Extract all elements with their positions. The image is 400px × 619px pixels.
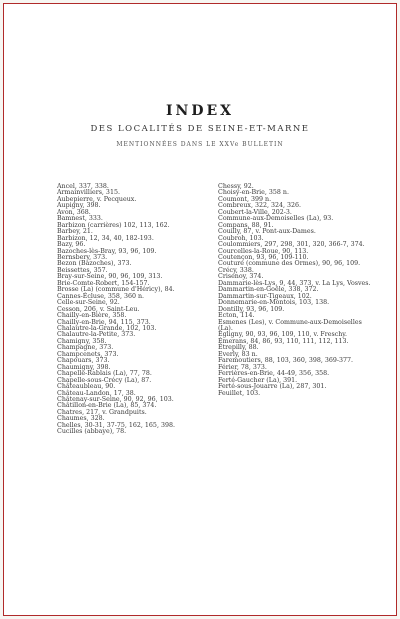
index-entry: Everly, 83 n. (218, 350, 258, 358)
index-entry: Dammartin-en-Goële, 338, 372. (218, 286, 319, 294)
index-entry: Cannes-Écluse, 358, 360 n. (57, 292, 145, 300)
index-entry: Couilly, 87, v. Pont-aux-Dames. (218, 228, 316, 236)
index-entry: Compans, 88, 91. (218, 221, 274, 229)
index-entry: Bezon (Bazoches), 373. (57, 260, 132, 268)
index-entry: Armainvilliers, 315. (57, 189, 120, 197)
index-entry: Dammarie-lès-Lys, 9, 44, 373, v. La Lys, Vosves. (218, 279, 371, 287)
index-entry: Ferté-sous-Jouarre (La), 287, 301. (218, 383, 327, 391)
index-entry: Cesson, 206, v. Saint-Leu. (57, 305, 140, 313)
index-column-right (218, 184, 373, 397)
index-entry: Châteaubleau, 90. (57, 383, 116, 391)
index-entry: Commune-aux-Demoiselles (La), 93. (218, 215, 334, 223)
index-entry: Ancel, 337, 338. (57, 183, 109, 190)
index-entry: Brosse (La) (commune d'Héricy), 84. (57, 286, 175, 294)
index-entry: Esmenes (Les), v. Commune-aux-Demoiselles (La). (218, 318, 362, 332)
index-entry: Coumont, 399 n. (218, 195, 272, 203)
index-entry: Émerans, 84, 86, 93, 110, 111, 112, 113. (218, 337, 349, 345)
index-entry: Feuillet, 103. (218, 389, 261, 397)
page-title: INDEX (165, 103, 235, 119)
index-entry: Crisenoy, 374. (218, 273, 264, 281)
index-entry: Bray-sur-Seine, 90, 96, 109, 313. (57, 273, 163, 281)
index-entry: Bazoches-lès-Bray, 93, 96, 109. (57, 247, 157, 255)
index-entry: Faremoutiers, 88, 103, 360, 398, 369-377. (218, 357, 354, 365)
index-entry: Chapouars, 373. (57, 357, 110, 365)
index-entry: Couture (commune des Ormes), 90, 96, 109. (218, 260, 361, 268)
index-entry: Chalautre-la-Petite, 373. (57, 331, 136, 339)
index-entry: Chailly-en-Bière, 358. (57, 312, 127, 320)
index-entry: Barbey, 21. (57, 228, 93, 236)
index-entry: Chelles, 30-31, 37-75, 162, 165, 398. (57, 421, 175, 429)
index-entry: Dontilly, 93, 96, 109. (218, 305, 285, 313)
index-entry: Château-Landon, 17, 38. (57, 389, 136, 397)
index-entry: Bazy, 96. (57, 241, 86, 249)
index-entry: Beissettes, 357. (57, 266, 108, 274)
index-entry: Coubroh, 103. (218, 234, 264, 242)
index-entry: Férier, 78, 373. (218, 363, 267, 371)
index-entry: Coutençon, 93, 96, 109-110. (218, 253, 309, 261)
index-entry: Coubert-la-Ville, 202-3. (218, 208, 292, 216)
index-entry: Aubepierre, v. Pecqueux. (57, 195, 137, 203)
index-entry: Avon, 368. (57, 208, 91, 216)
index-entry: Brie-Comte-Robert, 154-157. (57, 279, 150, 287)
index-entry: Aupigny, 398. (57, 202, 101, 210)
index-entry: Bamnest, 333. (57, 215, 103, 223)
index-entry: Combreux, 322, 324, 326. (218, 202, 302, 210)
index-entry: Chessy, 92. (218, 183, 254, 190)
index-entry: Chaumigny, 398. (57, 363, 111, 371)
index-entry: Bernsbery, 373. (57, 253, 108, 261)
index-entry: Châtillon-en-Brie (La), 85, 374. (57, 402, 157, 410)
index-entry: Chapelle-Rablais (La), 77, 78. (57, 370, 152, 378)
index-entry: Barbizon, 12, 34, 40, 182-193. (57, 234, 154, 242)
index-entry: Cucilles (abbaye), 78. (57, 428, 127, 436)
index-entry: Crécy, 338. (218, 266, 254, 274)
index-entry: Châtenay-sur-Seine, 90, 92, 96, 103. (57, 395, 174, 403)
index-entry: Courcelles-la-Roue, 90, 113. (218, 247, 309, 255)
index-entry: Celle-sur-Seine, 92. (57, 299, 120, 307)
index-entry: Chapelle-sous-Crécy (La), 87. (57, 376, 152, 384)
index-entry: Champagne, 373. (57, 344, 114, 352)
index-entry: Champcenets, 373. (57, 350, 119, 358)
index-entry: Étrepilly, 88. (218, 344, 259, 352)
index-entry: Dammartin-sur-Tigeaux, 102. (218, 292, 312, 300)
index-entry: Donnemarie-en-Montois, 103, 138. (218, 299, 330, 307)
index-entry: Chailly-en-Brie, 94, 115, 373. (57, 318, 151, 326)
index-entry: Chamigny, 358. (57, 337, 107, 345)
index-entry: Chaumes, 328. (57, 415, 105, 423)
index-entry: Ferté-Gaucher (La), 391. (218, 376, 298, 384)
index-entry: Chalautre-la-Grande, 102, 103. (57, 324, 157, 332)
page-note: MENTIONNÉES DANS LE XXVe BULLETIN (116, 141, 284, 148)
page-subtitle: DES LOCALITÉS DE SEINE-ET-MARNE (90, 124, 310, 134)
index-entry: Ferrières-en-Brie, 44-49, 356, 358. (218, 370, 330, 378)
index-entry: Chatres, 217, v. Grandpuits. (57, 408, 147, 416)
index-column-left (57, 184, 207, 436)
index-entry: Égligny, 90, 93, 96, 109, 110, v. Freschy. (218, 331, 348, 339)
index-entry: Barbizon (carrières) 102, 113, 162. (57, 221, 170, 229)
index-entry: Coulommiers, 297, 298, 301, 320, 366-7, 374. (218, 241, 365, 249)
index-entry: Ecton, 114. (218, 312, 255, 320)
index-entry: Choisy-en-Brie, 358 n. (218, 189, 289, 197)
